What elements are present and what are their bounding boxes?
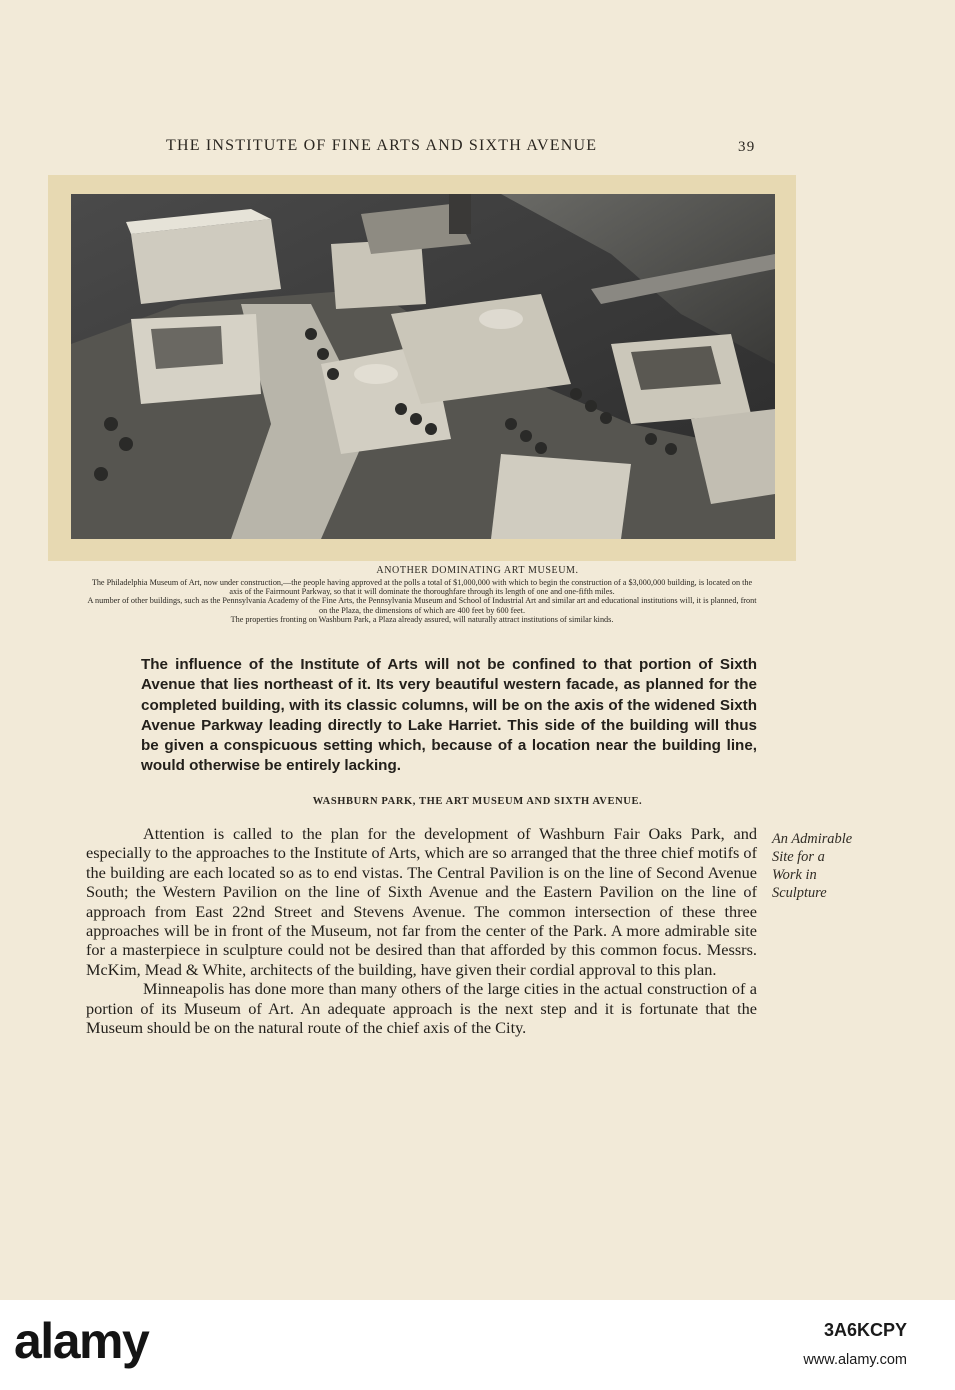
stock-logo: alamy [14, 1313, 149, 1369]
stock-image-id: 3A6KCPY [823, 1320, 907, 1340]
marginal-note-line: Site for a [772, 849, 825, 865]
page-header [0, 137, 955, 159]
aerial-museum-model-photo [71, 194, 775, 539]
body-paragraph: Attention is called to the plan for the development of Washburn Fair Oaks Park, and especially to the approaches to the Institute of Arts, which are so arranged that the three chief motifs of the building are each located so as to end vistas. The Central Pavilion is on the line of Second Avenue South; the Western Pavilion on the line of Sixth Avenue and the Eastern Pavilion on the line of approach from East 22nd Street and Stevens Avenue. The common intersection of these three approaches will be in front of the Museum, not far from the center of the Park. A more admirable site for a masterpiece in sculpture could not be desired than that afforded by this common focus. Messrs. McKim, Mead & White, architects of the building, have given their cordial approval to this plan. [86, 824, 757, 979]
figure-caption-title: ANOTHER DOMINATING ART MUSEUM. [376, 565, 579, 576]
section-heading: WASHBURN PARK, THE ART MUSEUM AND SIXTH AVENUE. [312, 796, 643, 807]
marginal-note-line: Work in [772, 867, 817, 883]
caption-line: A number of other buildings, such as the Pennsylvania Academy of the Fine Arts, the Pennsylvania Museum and School of Industrial Art and similar art and educational institutions will, it is planned, front on the Plaza, the dimensions of which are 400 feet by 600 feet. [87, 596, 757, 615]
running-head: THE INSTITUTE OF FINE ARTS AND SIXTH AVENUE [166, 137, 598, 154]
marginal-note-line: Sculpture [772, 885, 827, 901]
figure-caption [86, 578, 758, 624]
body-paragraph: Minneapolis has done more than many others of the large cities in the actual construction of a portion of its Museum of Art. An adequate approach is the next step and it is fortunate that the Museum should be on the natural route of the chief axis of the City. [86, 979, 757, 1038]
lead-paragraph: The influence of the Institute of Arts will not be confined to that portion of Sixth Avenue that lies northeast of it. Its very beautiful western facade, as planned for the completed building, with its classic columns, will be on the axis of the widened Sixth Avenue Parkway leading directly to Lake Harriet. This side of the building will thus be given a conspicuous setting which, because of a location near the building line, would otherwise be entirely lacking. [141, 656, 757, 775]
body-text [86, 824, 757, 1037]
caption-line: The properties fronting on Washburn Park, a Plaza already assured, will naturally attract institutions of similar kinds. [230, 614, 614, 624]
marginal-note [772, 830, 922, 902]
marginal-note-line: An Admirable [772, 831, 853, 847]
caption-line: The Philadelphia Museum of Art, now under construction,—the people having approved at the polls a total of $1,000,000 with which to begin the construction of a $3,000,000 building, is located on the axis of the Fairmount Parkway, so that it will dominate the thoroughfare through its length of one and one-fifth miles. [91, 578, 753, 597]
page-number: 39 [738, 139, 756, 155]
stock-url[interactable]: www.alamy.com [803, 1352, 907, 1368]
